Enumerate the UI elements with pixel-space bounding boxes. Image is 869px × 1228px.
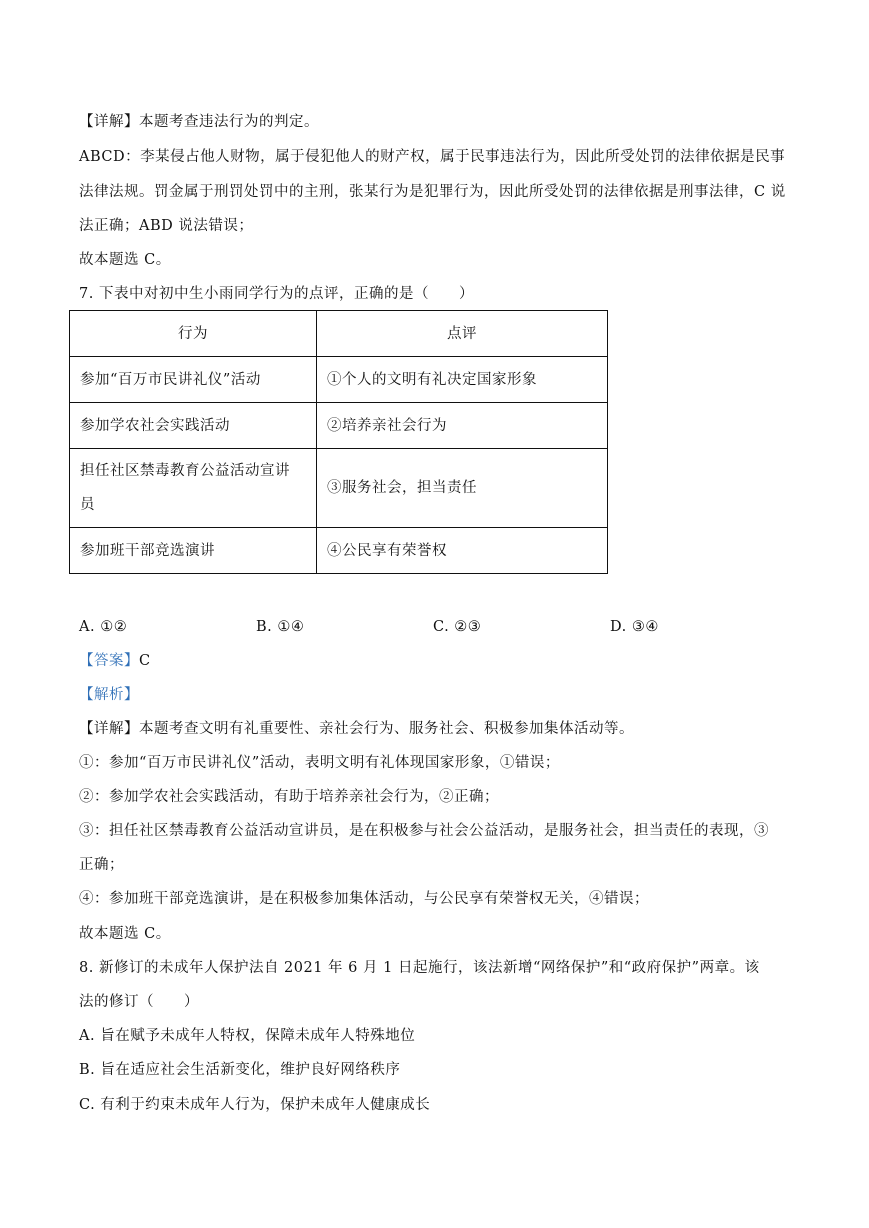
explanation-1: ①：参加“百万市民讲礼仪”活动，表明文明有礼体现国家形象，①错误； (79, 755, 560, 771)
table-header-row (70, 311, 608, 357)
question-7-stem: 7. 下表中对初中生小雨同学行为的点评，正确的是（ ） (79, 286, 474, 302)
table-row (70, 357, 608, 403)
table-row (70, 528, 608, 574)
table-cell-comment: ③服务社会，担当责任 (317, 449, 608, 528)
option-d: D. ③④ (610, 619, 659, 635)
table-cell-behavior: 参加“百万市民讲礼仪”活动 (70, 357, 317, 403)
table-cell-behavior (70, 449, 317, 528)
table-cell-behavior: 参加学农社会实践活动 (70, 403, 317, 449)
detail-line (79, 719, 634, 739)
explanation-3: ③：担任社区禁毒教育公益活动宣讲员，是在积极参与社会公益活动，是服务社会，担当责任的表现，③ (79, 823, 769, 839)
question-8-stem-cont: 法的修订（ ） (79, 994, 199, 1010)
detail-text: 本题考查文明有礼重要性、亲社会行为、服务社会、积极参加集体活动等。 (139, 721, 634, 737)
table-row (70, 403, 608, 449)
option-c: C. ②③ (433, 619, 482, 635)
table-row (70, 449, 608, 528)
detail-label: 【详解】 (79, 721, 139, 737)
table-cell-behavior: 参加班干部竞选演讲 (70, 528, 317, 574)
detail-text: 本题考查违法行为的判定。 (139, 114, 319, 130)
option-a: A. ①② (79, 619, 128, 635)
q8-option-c: C. 有利于约束未成年人行为，保护未成年人健康成长 (79, 1097, 431, 1113)
q8-option-b: B. 旨在适应社会生活新变化，维护良好网络秩序 (79, 1062, 401, 1078)
q8-option-a: A. 旨在赋予未成年人特权，保障未成年人特殊地位 (79, 1028, 416, 1044)
table-cell-comment: ②培养亲社会行为 (317, 403, 608, 449)
detail-line-2: ABCD：李某侵占他人财物，属于侵犯他人的财产权，属于民事违法行为，因此所受处罚的法律依据是民事 (79, 149, 786, 165)
table-cell-behavior-line-2: 员 (80, 497, 95, 513)
explanation-2: ②：参加学农社会实践活动，有助于培养亲社会行为，②正确； (79, 789, 499, 805)
detail-label: 【详解】 (79, 114, 139, 130)
table-header-behavior: 行为 (70, 311, 317, 357)
answer-value: C (139, 653, 151, 669)
table-cell-comment: ④公民享有荣誉权 (317, 528, 608, 574)
answer-line (79, 651, 151, 671)
behavior-review-table (69, 310, 608, 574)
detail-line-4: 法正确；ABD 说法错误； (79, 218, 254, 234)
answer-label: 【答案】 (79, 653, 139, 669)
explanation-3-cont: 正确； (79, 857, 124, 873)
analysis-label: 【解析】 (79, 687, 139, 703)
conclusion-line: 故本题选 C。 (79, 926, 171, 942)
table-header-comment: 点评 (317, 311, 608, 357)
detail-line-1 (79, 112, 319, 132)
detail-line-3: 法律法规。罚金属于刑罚处罚中的主刑，张某行为是犯罪行为，因此所受处罚的法律依据是刑事法律，C 说 (79, 184, 786, 200)
question-8-stem: 8. 新修订的未成年人保护法自 2021 年 6 月 1 日起施行，该法新增“网络保护”和“政府保护”两章。该 (79, 960, 760, 976)
option-b: B. ①④ (256, 619, 305, 635)
explanation-4: ④：参加班干部竞选演讲，是在积极参加集体活动，与公民享有荣誉权无关，④错误； (79, 891, 649, 907)
table-cell-comment: ①个人的文明有礼决定国家形象 (317, 357, 608, 403)
conclusion-line: 故本题选 C。 (79, 252, 171, 268)
table-cell-behavior-line-1: 担任社区禁毒教育公益活动宣讲 (80, 463, 290, 479)
